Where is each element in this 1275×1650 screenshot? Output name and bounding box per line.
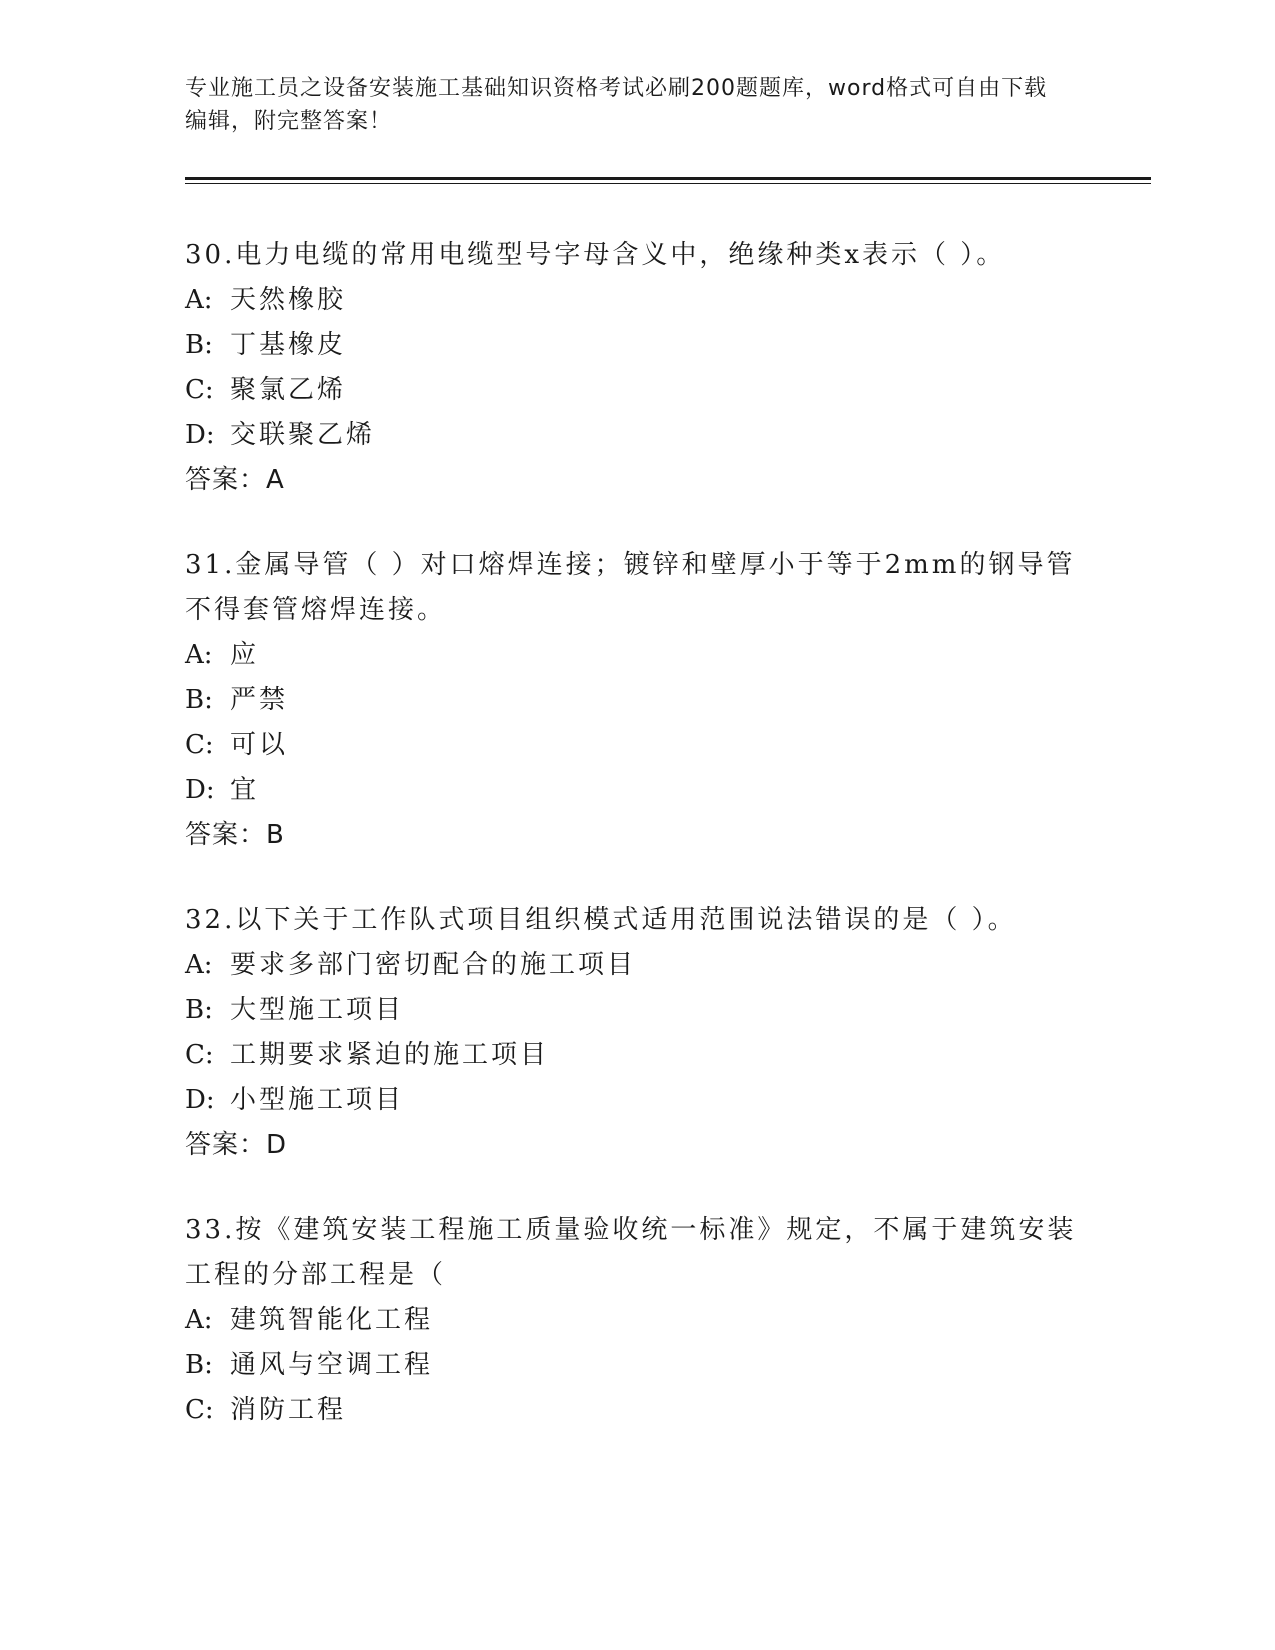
option-c [185, 368, 1085, 413]
answer-line: 答案：D [185, 1130, 288, 1160]
answer-line: 答案：A [185, 465, 285, 495]
option-letter: B: [185, 995, 213, 1025]
question-stem: 30.电力电缆的常用电缆型号字母含义中，绝缘种类x表示（ ）。 [185, 240, 1006, 270]
option-c [185, 723, 1085, 768]
option-b [185, 678, 1085, 723]
option-letter: D: [185, 420, 215, 450]
option-text: 天然橡胶 [230, 285, 347, 315]
option-text: 丁基橡皮 [230, 330, 347, 360]
option-d [185, 413, 1085, 458]
question-33 [185, 1208, 1085, 1433]
option-letter: A: [185, 950, 213, 980]
option-letter: B: [185, 1350, 213, 1380]
option-letter: C: [185, 1040, 214, 1070]
option-text: 宜 [230, 775, 260, 805]
option-text: 可以 [230, 730, 289, 760]
option-b [185, 988, 1085, 1033]
option-letter: A: [185, 640, 213, 670]
option-text: 建筑智能化工程 [230, 1305, 434, 1335]
option-a [185, 633, 1085, 678]
option-letter: C: [185, 1395, 214, 1425]
option-letter: A: [185, 285, 213, 315]
option-b [185, 1343, 1085, 1388]
option-text: 工期要求紧迫的施工项目 [230, 1040, 550, 1070]
option-text: 要求多部门密切配合的施工项目 [230, 950, 637, 980]
document-header: 专业施工员之设备安装施工基础知识资格考试必刷200题题库，word格式可自由下载编辑，附完整答案！ [185, 76, 1048, 134]
question-30 [185, 233, 1085, 503]
header-divider-thick [185, 177, 1151, 180]
question-list [185, 233, 1085, 1473]
question-stem: 33.按《建筑安装工程施工质量验收统一标准》规定，不属于建筑安装工程的分部工程是（ [185, 1215, 1077, 1290]
option-text: 应 [230, 640, 260, 670]
option-text: 消防工程 [230, 1395, 347, 1425]
option-letter: B: [185, 330, 213, 360]
header-divider-thin [185, 183, 1151, 184]
option-text: 严禁 [230, 685, 289, 715]
answer-line: 答案：B [185, 820, 285, 850]
option-d [185, 768, 1085, 813]
option-c [185, 1388, 1085, 1433]
question-31 [185, 543, 1085, 858]
question-stem: 31.金属导管（ ）对口熔焊连接；镀锌和壁厚小于等于2mm的钢导管不得套管熔焊连接。 [185, 550, 1076, 625]
question-stem: 32.以下关于工作队式项目组织模式适用范围说法错误的是（ ）。 [185, 905, 1017, 935]
option-letter: A: [185, 1305, 213, 1335]
option-text: 通风与空调工程 [230, 1350, 434, 1380]
option-letter: C: [185, 730, 214, 760]
option-text: 小型施工项目 [230, 1085, 405, 1115]
option-c [185, 1033, 1085, 1078]
question-32 [185, 898, 1085, 1168]
option-letter: C: [185, 375, 214, 405]
option-a [185, 278, 1085, 323]
option-letter: D: [185, 1085, 215, 1115]
option-text: 大型施工项目 [230, 995, 405, 1025]
option-text: 交联聚乙烯 [230, 420, 376, 450]
option-d [185, 1078, 1085, 1123]
option-b [185, 323, 1085, 368]
option-letter: D: [185, 775, 215, 805]
option-a [185, 943, 1085, 988]
option-letter: B: [185, 685, 213, 715]
option-text: 聚氯乙烯 [230, 375, 347, 405]
option-a [185, 1298, 1085, 1343]
